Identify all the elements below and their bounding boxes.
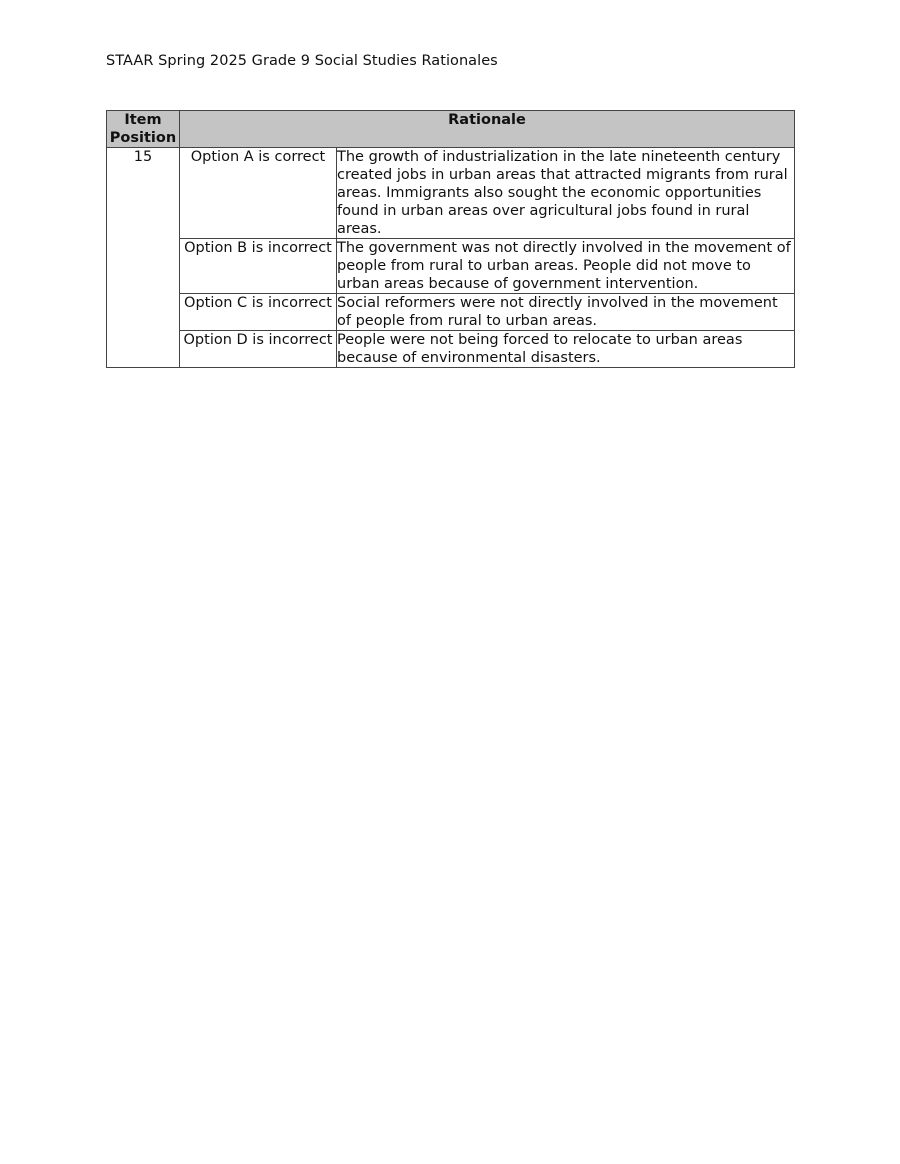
option-d-label: Option D is incorrect xyxy=(180,331,337,368)
option-b-label: Option B is incorrect xyxy=(180,239,337,294)
option-a-label: Option A is correct xyxy=(180,148,337,239)
rationales-table xyxy=(106,110,795,368)
table-row xyxy=(107,148,795,239)
column-header-item-position xyxy=(107,111,180,148)
option-c-label: Option C is incorrect xyxy=(180,294,337,331)
option-b-rationale: The government was not directly involved in the movement of people from rural to urban areas. People did not move to urban areas because of government intervention. xyxy=(337,239,795,294)
page-header-title: STAAR Spring 2025 Grade 9 Social Studies Rationales xyxy=(106,53,498,69)
item-position-cell: 15 xyxy=(107,148,180,368)
column-header-rationale: Rationale xyxy=(180,111,795,148)
table-header-row xyxy=(107,111,795,148)
option-d-rationale: People were not being forced to relocate to urban areas because of environmental disasters. xyxy=(337,331,795,368)
column-header-item-line2: Position xyxy=(109,130,177,146)
table-row xyxy=(107,294,795,331)
option-a-rationale: The growth of industrialization in the late nineteenth century created jobs in urban areas that attracted migrants from rural areas. Immigrants also sought the economic opportunities found in urban areas over agricultural jobs found in rural areas. xyxy=(337,148,795,239)
table-row xyxy=(107,331,795,368)
column-header-item-line1: Item xyxy=(124,112,162,128)
option-c-rationale: Social reformers were not directly involved in the movement of people from rural to urban areas. xyxy=(337,294,795,331)
table-row xyxy=(107,239,795,294)
